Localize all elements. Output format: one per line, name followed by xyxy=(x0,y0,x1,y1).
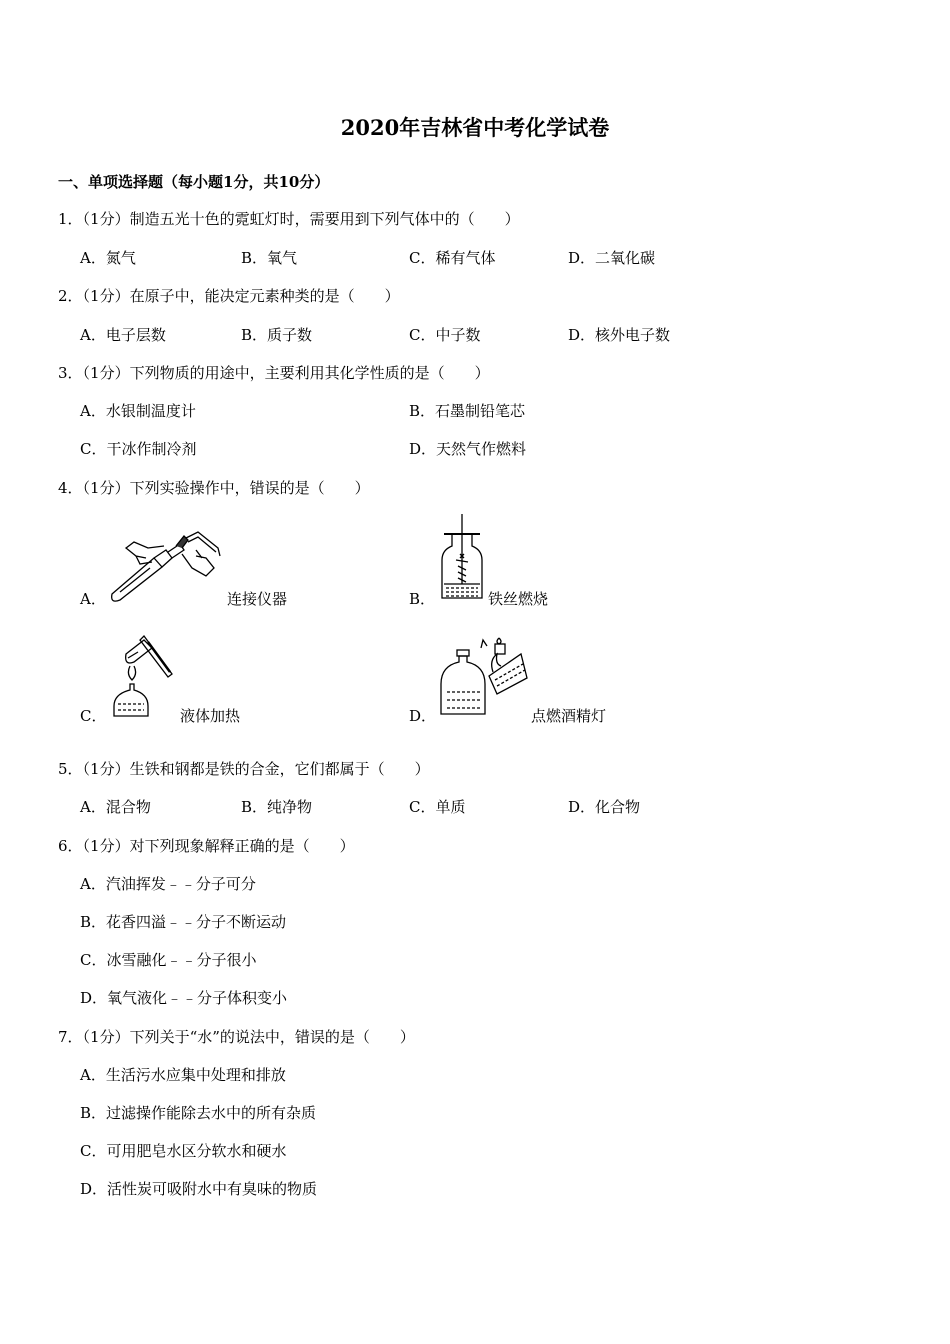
question-7-stem: 7．（1分）下列关于“水”的说法中，错误的是（ ） xyxy=(58,1028,415,1046)
question-6-option-d: D．氧气液化﹣﹣分子体积变小 xyxy=(80,989,288,1007)
question-4-option-b-letter: B． xyxy=(409,590,436,608)
question-2-option-d: D．核外电子数 xyxy=(568,326,671,344)
question-7-option-c: C．可用肥皂水区分软水和硬水 xyxy=(80,1142,287,1160)
question-6-stem: 6．（1分）对下列现象解释正确的是（ ） xyxy=(58,837,355,855)
question-1-option-d: D．二氧化碳 xyxy=(568,249,656,267)
question-5-option-d: D．化合物 xyxy=(568,798,641,816)
lighting-alcohol-lamp-icon xyxy=(437,636,529,720)
question-6-option-b: B．花香四溢﹣﹣分子不断运动 xyxy=(80,913,287,931)
page-title: 2020年吉林省中考化学试卷 xyxy=(340,115,610,140)
question-5-stem: 5．（1分）生铁和钢都是铁的合金，它们都属于（ ） xyxy=(58,760,430,778)
section-heading: 一、单项选择题（每小题1分，共10分） xyxy=(58,173,330,191)
liquid-heating-icon xyxy=(108,632,180,720)
question-1-option-a: A．氮气 xyxy=(80,249,136,267)
question-1-option-b: B．氧气 xyxy=(241,249,298,267)
question-2-option-b: B．质子数 xyxy=(241,326,313,344)
question-4-option-a-caption: 连接仪器 xyxy=(227,590,288,608)
question-4-stem: 4．（1分）下列实验操作中，错误的是（ ） xyxy=(58,479,370,497)
question-4-option-c-letter: C． xyxy=(80,707,107,725)
test-tube-connecting-icon xyxy=(106,528,226,604)
question-3-option-d: D．天然气作燃料 xyxy=(409,440,527,458)
question-4-option-a-letter: A． xyxy=(80,590,106,608)
question-7-option-a: A．生活污水应集中处理和排放 xyxy=(80,1066,286,1084)
question-1-option-c: C．稀有气体 xyxy=(409,249,496,267)
question-3-stem: 3．（1分）下列物质的用途中，主要利用其化学性质的是（ ） xyxy=(58,364,490,382)
iron-wire-burning-icon xyxy=(436,512,488,608)
question-4-option-b-caption: 铁丝燃烧 xyxy=(488,590,549,608)
question-6-option-c: C．冰雪融化﹣﹣分子很小 xyxy=(80,951,257,969)
question-1-stem: 1．（1分）制造五光十色的霓虹灯时，需要用到下列气体中的（ ） xyxy=(58,210,520,228)
question-2-stem: 2．（1分）在原子中，能决定元素种类的是（ ） xyxy=(58,287,400,305)
question-5-option-b: B．纯净物 xyxy=(241,798,313,816)
question-6-option-a: A．汽油挥发﹣﹣分子可分 xyxy=(80,875,256,893)
question-4-option-d-caption: 点燃酒精灯 xyxy=(531,707,607,725)
question-2-option-a: A．电子层数 xyxy=(80,326,166,344)
question-3-option-b: B．石墨制铅笔芯 xyxy=(409,402,526,420)
question-5-option-c: C．单质 xyxy=(409,798,466,816)
question-5-option-a: A．混合物 xyxy=(80,798,151,816)
question-4-option-c-caption: 液体加热 xyxy=(180,707,241,725)
question-7-option-b: B．过滤操作能除去水中的所有杂质 xyxy=(80,1104,317,1122)
question-4-option-d-letter: D． xyxy=(409,707,437,725)
question-3-option-a: A．水银制温度计 xyxy=(80,402,196,420)
question-3-option-c: C．干冰作制冷剂 xyxy=(80,440,197,458)
question-7-option-d: D．活性炭可吸附水中有臭味的物质 xyxy=(80,1180,318,1198)
question-2-option-c: C．中子数 xyxy=(409,326,481,344)
